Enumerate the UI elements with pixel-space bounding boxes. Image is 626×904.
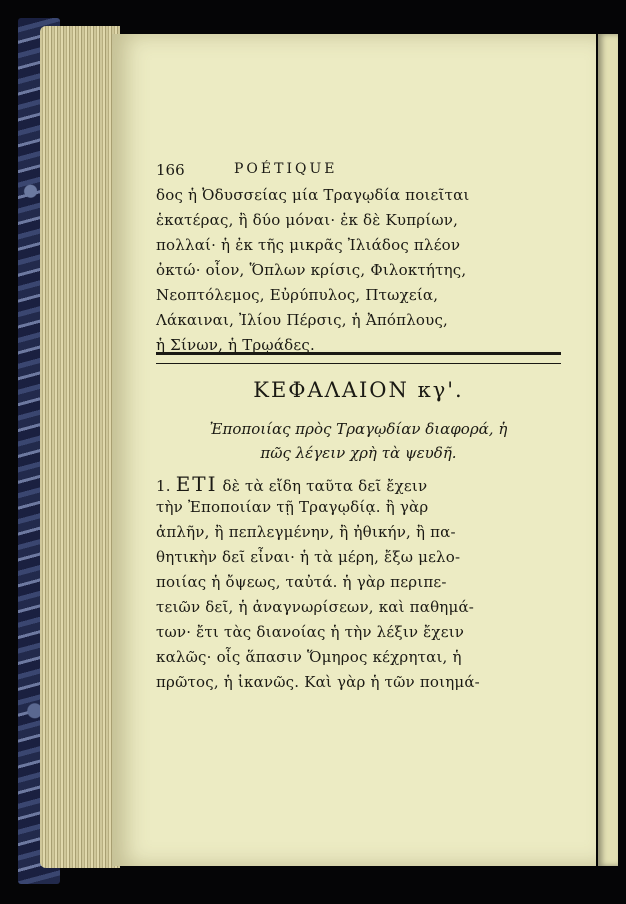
paragraph-first-line [156,472,427,496]
text-line: τὴν Ἐποποιίαν τῇ Τραγῳδίᾳ. ἢ γὰρ [156,498,429,516]
text-line: θητικὴν δεῖ εἶναι· ἡ τὰ μέρη, ἔξω μελο- [156,548,461,566]
initial-word: ETI [175,472,218,496]
text-line: δος ἡ Ὀδυσσείας μία Τραγῳδία ποιεῖται [156,186,470,204]
text-line: τειῶν δεῖ, ἡ ἀναγνωρίσεων, καὶ παθημά- [156,598,475,616]
running-title: POÉTIQUE [234,161,338,177]
text-line: ἁπλῆν, ἢ πεπλεγμένην, ἢ ἠθικήν, ἢ πα- [156,523,456,541]
text-line: ποιίας ἡ ὄψεως, ταὐτά. ἡ γὰρ περιπε- [156,573,447,591]
page-edges [40,26,120,868]
text-line: των· ἔτι τὰς διανοίας ἡ τὴν λέξιν ἔχειν [156,623,465,641]
chapter-subtitle-line: Ἐποποιίας πρὸς Τραγῳδίαν διαφορά, ἡ [209,420,508,438]
text-line: δὲ τὰ εἴδη ταῦτα δεῖ ἔχειν [217,477,428,495]
text-line: Λάκαιναι, Ἰλίου Πέρσις, ἡ Ἀπόπλους, [156,311,449,329]
chapter-title: ΚΕΦΑΛΑΙΟΝ κγ'. [253,378,464,402]
text-line: ἡ Σίνων, ἡ Τρῳάδες. [156,336,315,354]
chapter-subtitle-line: πῶς λέγειν χρὴ τὰ ψευδῆ. [260,444,457,462]
text-line: πρῶτος, ἡ ἱκανῶς. Καὶ γὰρ ἡ τῶν ποιημά- [156,673,480,691]
text-line: καλῶς· οἷς ἅπασιν Ὅμηρος κέχρηται, ἡ [156,648,462,666]
paragraph-number: 1. [156,477,171,495]
text-line: Νεοπτόλεμος, Εὐρύπυλος, Πτωχεία, [156,286,439,304]
text-line: ἑκατέρας, ἢ δύο μόναι· ἐκ δὲ Κυπρίων, [156,211,459,229]
text-line: ὀκτώ· οἷον, Ὅπλων κρίσις, Φιλοκτήτης, [156,261,467,279]
facing-page-edge [598,34,618,866]
text-line: πολλαί· ἡ ἐκ τῆς μικρᾶς Ἰλιάδος πλέον [156,236,461,254]
double-rule-divider [156,352,561,364]
page-number: 166 [156,161,185,179]
